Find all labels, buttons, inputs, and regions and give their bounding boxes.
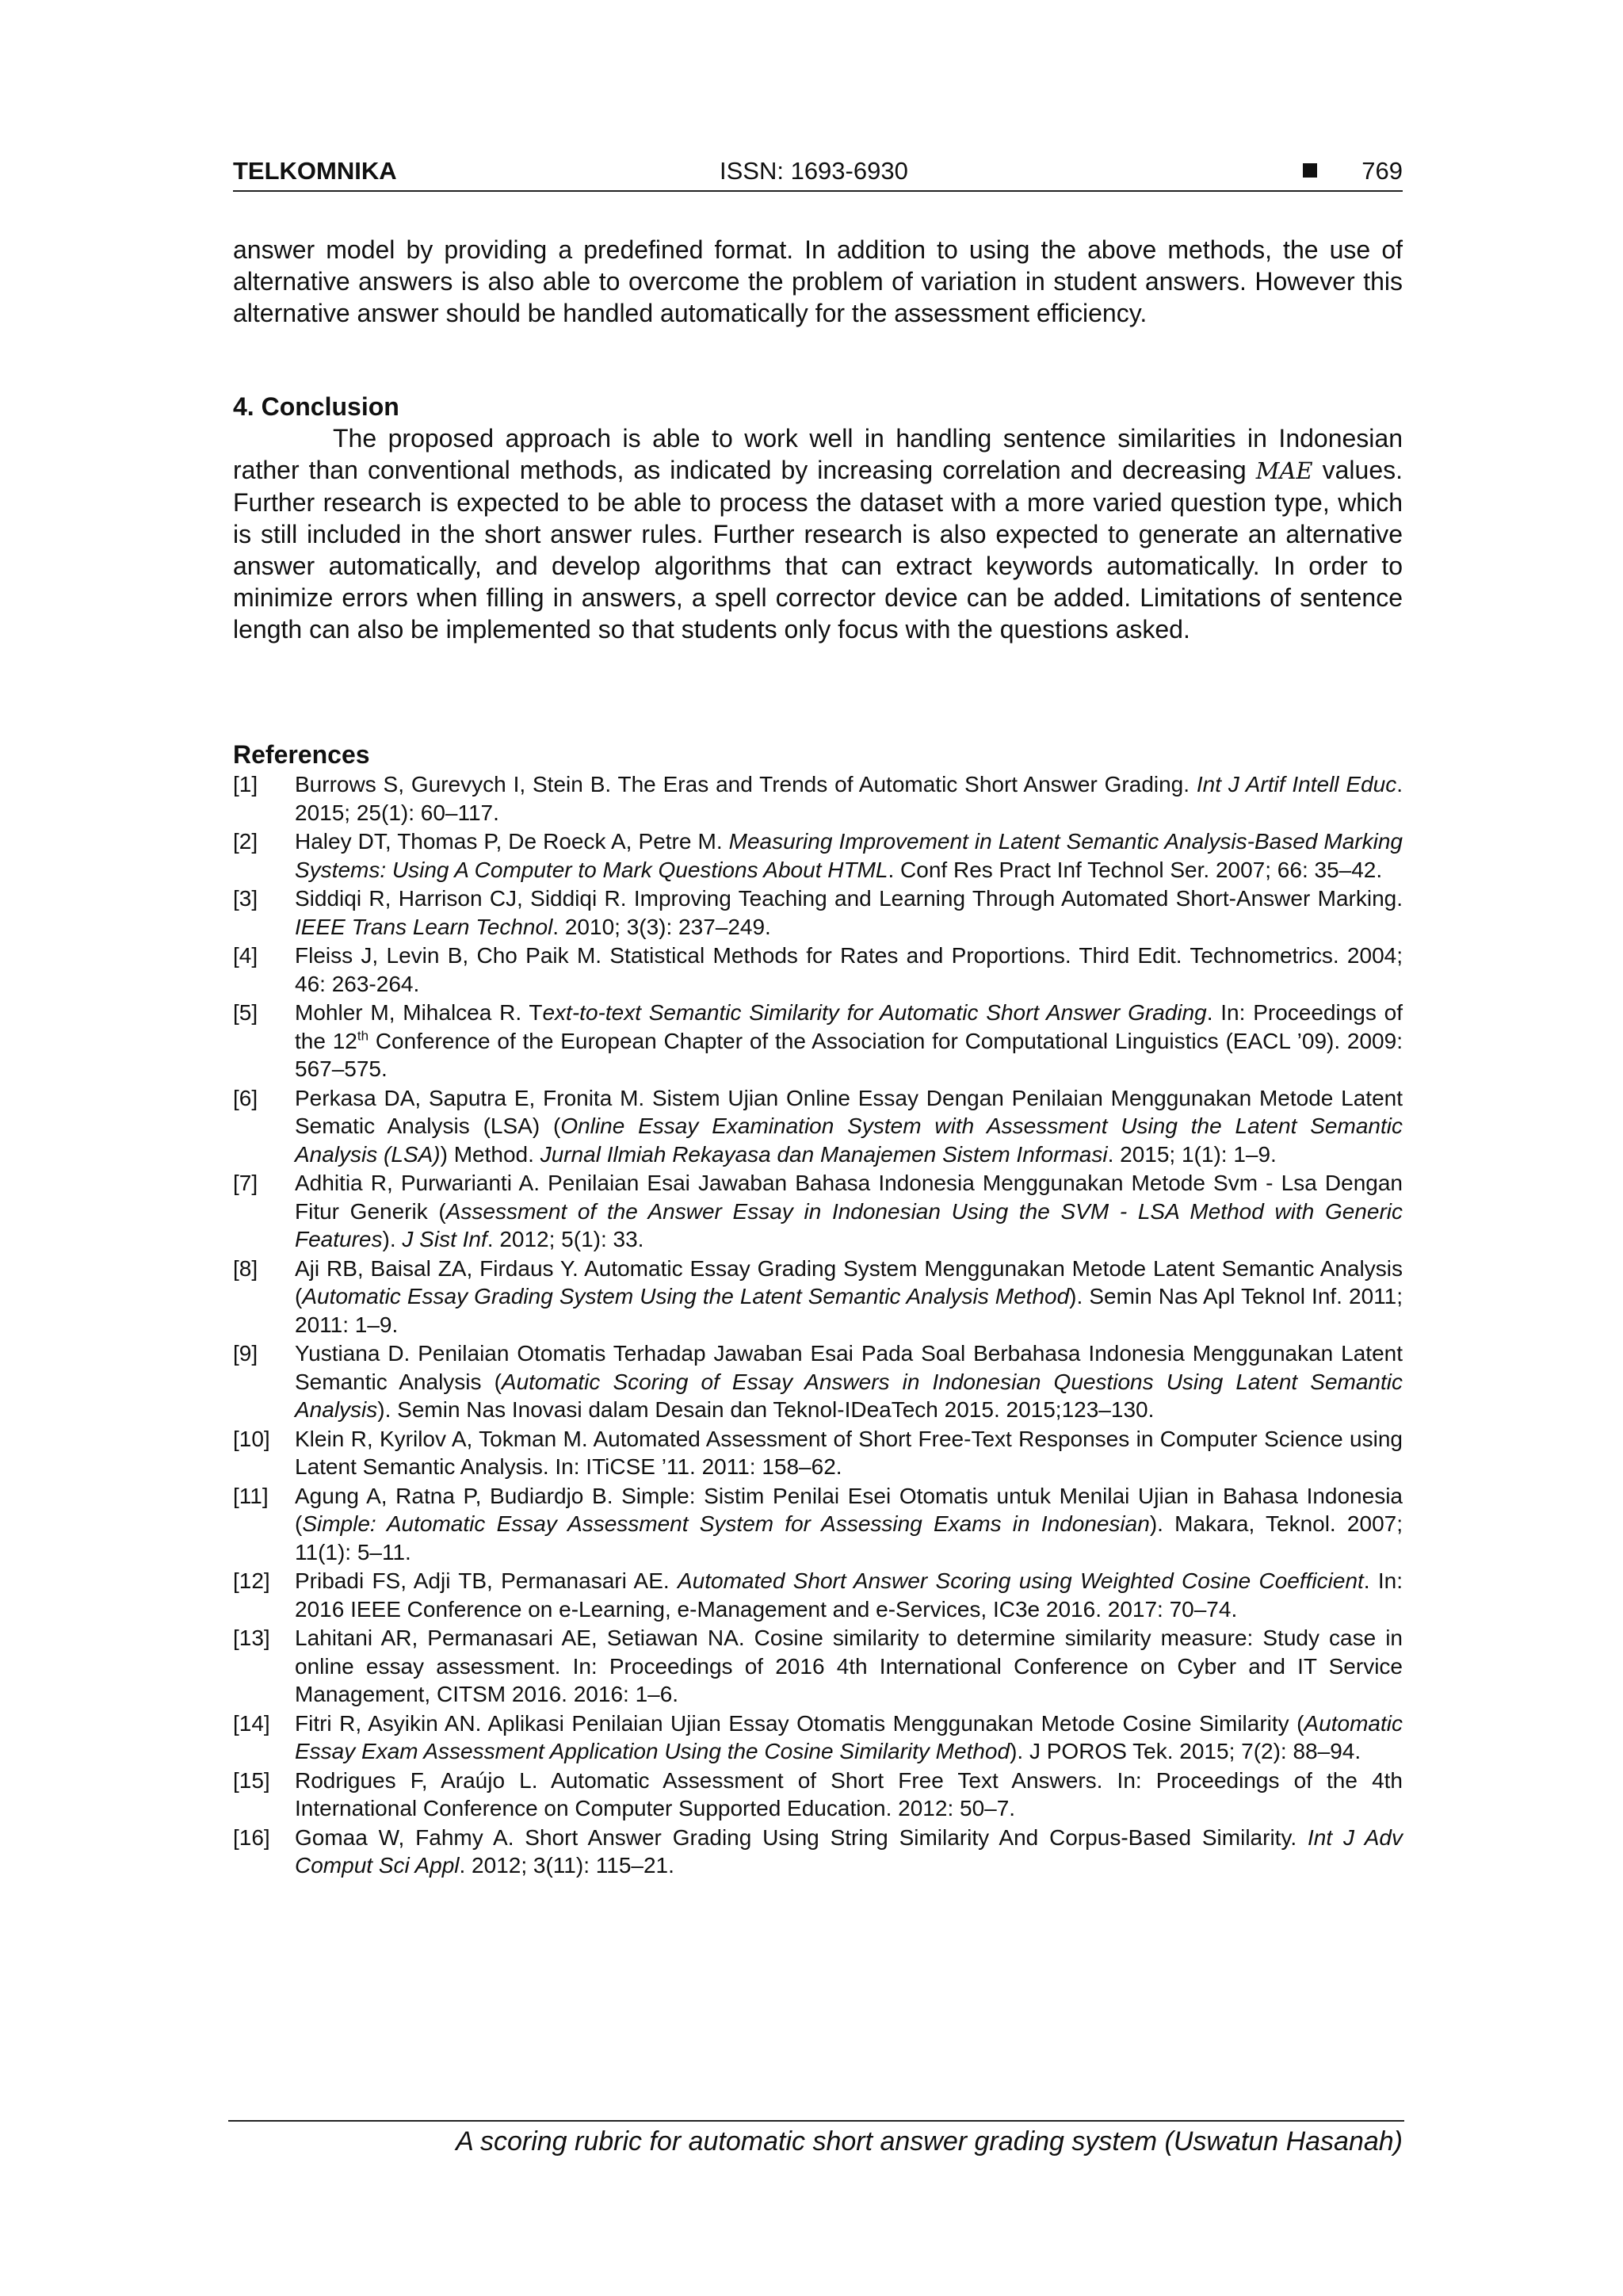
reference-text xyxy=(295,1567,1403,1623)
reference-italic-segment: Simple: Automatic Essay Assessment System for Assessing Exams in Indonesian xyxy=(302,1511,1150,1536)
reference-number: [3] xyxy=(233,886,258,911)
issn: ISSN: 1693-6930 xyxy=(720,157,908,185)
reference-segment: ). Semin Nas Inovasi dalam Desain dan Teknol-IDeaTech 2015. 2015;123–130. xyxy=(377,1397,1155,1422)
reference-number: [12] xyxy=(233,1568,270,1593)
reference-segment: . In: Proceedings of the 12 xyxy=(295,1000,1403,1053)
reference-segment: . 2012; 3(11): 115–21. xyxy=(459,1853,674,1878)
reference-italic-segment: Automatic Essay Grading System Using the Latent Semantic Analysis Method xyxy=(302,1284,1070,1308)
reference-number: [9] xyxy=(233,1341,258,1366)
reference-number: [13] xyxy=(233,1626,270,1650)
reference-text xyxy=(295,1482,1403,1567)
reference-text xyxy=(295,1710,1403,1766)
reference-segment: ). Semin Nas Apl Teknol Inf. 2011; 2011: 1–9. xyxy=(295,1284,1403,1337)
reference-number: [4] xyxy=(233,943,258,968)
reference-italic-segment: Int J Artif Intell Educ xyxy=(1196,772,1397,797)
reference-number: [7] xyxy=(233,1171,258,1195)
reference-segment: Conference of the European Chapter of the Association for Computational Linguistics (EACL ’09). 2009: 567–575. xyxy=(295,1028,1403,1081)
reference-italic-segment: IEEE Trans Learn Technol xyxy=(295,914,553,939)
reference-segment: . 2012; 5(1): 33. xyxy=(487,1227,644,1251)
reference-item xyxy=(233,1624,1403,1709)
reference-item xyxy=(233,827,1403,884)
reference-text xyxy=(295,770,1403,827)
reference-segment: ). Makara, Teknol. 2007; 11(1): 5–11. xyxy=(295,1511,1403,1564)
reference-number: [2] xyxy=(233,829,258,854)
reference-number: [15] xyxy=(233,1767,270,1793)
reference-text xyxy=(295,884,1403,941)
reference-item xyxy=(233,1169,1403,1254)
reference-segment: ). xyxy=(382,1227,403,1251)
reference-text xyxy=(295,1824,1403,1880)
reference-segment: Perkasa DA, Saputra E, Fronita M. Sistem Ujian Online Essay Dengan Penilaian Menggunakan Metode Latent Sematic Analysis (LSA) ( xyxy=(295,1085,1403,1138)
reference-item xyxy=(233,999,1403,1083)
reference-segment: Burrows S, Gurevych I, Stein B. The Eras and Trends of Automatic Short Answer Grading. xyxy=(295,772,1197,797)
reference-item xyxy=(233,1767,1403,1823)
reference-text xyxy=(295,1624,1403,1709)
reference-italic-segment: Int J Adv Comput Sci Appl xyxy=(295,1824,1403,1878)
reference-number: [11] xyxy=(233,1483,269,1508)
intro-paragraph: answer model by providing a predefined format. In addition to using the above methods, the use of alternative answers is also able to overcome the problem of variation in student answers. However this alternative answer should be handled automatically for the assessment efficiency. xyxy=(233,235,1403,327)
reference-item xyxy=(233,1710,1403,1766)
references-heading: References xyxy=(233,740,370,769)
reference-number: [5] xyxy=(233,1000,258,1025)
reference-italic-segment: Automatic Scoring of Essay Answers in Indonesian Questions Using Latent Semantic Analysis xyxy=(295,1369,1403,1422)
reference-italic-segment: J Sist Inf xyxy=(402,1227,487,1251)
page-number: 769 xyxy=(1361,157,1403,185)
reference-italic-segment: Jurnal Ilmiah Rekayasa dan Manajemen Sistem Informasi xyxy=(540,1141,1108,1167)
reference-italic-segment: Online Essay Examination System with Assessment Using the Latent Semantic Analysis (LSA) xyxy=(295,1114,1403,1167)
reference-segment: Lahitani AR, Permanasari AE, Setiawan NA. Cosine similarity to determine similarity measure: Study case in online essay assessment. In: Proceedings of 2016 4th International Conference on Cyber and IT Service Management, CITSM 2016. 2016: 1–6. xyxy=(295,1626,1403,1706)
reference-segment: . 2015; 25(1): 60–117. xyxy=(295,772,1403,825)
reference-item xyxy=(233,1425,1403,1481)
reference-segment: . 2015; 1(1): 1–9. xyxy=(1107,1141,1277,1167)
square-bullet-icon xyxy=(1303,163,1317,178)
reference-number: [10] xyxy=(233,1426,270,1451)
reference-number: [8] xyxy=(233,1255,258,1281)
reference-segment: Adhitia R, Purwarianti A. Penilaian Esai Jawaban Bahasa Indonesia Menggunakan Metode Svm - Lsa Dengan Fitur Generik ( xyxy=(295,1171,1403,1224)
reference-item xyxy=(233,770,1403,827)
reference-segment: Gomaa W, Fahmy A. Short Answer Grading Using String Similarity And Corpus-Based Similarity. xyxy=(295,1824,1308,1850)
reference-item xyxy=(233,1339,1403,1424)
reference-number: [1] xyxy=(233,772,258,797)
reference-item xyxy=(233,884,1403,941)
reference-italic-segment: Automated Short Answer Scoring using Weighted Cosine Coefficient xyxy=(677,1568,1364,1593)
reference-number: [14] xyxy=(233,1710,270,1736)
conclusion-text-before: The proposed approach is able to work well in handling sentence similarities in Indonesian rather than conventional methods, as indicated by increasing correlation and decreasing xyxy=(233,424,1403,484)
reference-italic-segment: Measuring Improvement in Latent Semantic Analysis-Based Marking Systems: Using A Computer to Mark Questions About HTML xyxy=(295,829,1403,882)
reference-segment: Fitri R, Asyikin AN. Aplikasi Penilaian Ujian Essay Otomatis Menggunakan Metode Cosine Similarity ( xyxy=(295,1710,1304,1736)
reference-segment: Haley DT, Thomas P, De Roeck A, Petre M. xyxy=(295,829,729,854)
reference-segment: Mohler M, Mihalcea R. T xyxy=(295,1000,543,1025)
reference-segment: Rodrigues F, Araújo L. Automatic Assessment of Short Free Text Answers. In: Proceedings of the 4th International Conference on Computer Supported Education. 2012: 50–7. xyxy=(295,1767,1403,1820)
reference-text xyxy=(295,942,1403,998)
reference-segment: . In: 2016 IEEE Conference on e-Learning, e-Management and e-Services, IC3e 2016. 2017: 70–74. xyxy=(295,1568,1403,1622)
reference-italic-segment: Automatic Essay Exam Assessment Application Using the Cosine Similarity Method xyxy=(295,1710,1403,1763)
reference-segment: ) Method. xyxy=(440,1141,540,1167)
reference-text xyxy=(295,1767,1403,1823)
reference-segment: ). J POROS Tek. 2015; 7(2): 88–94. xyxy=(1010,1739,1361,1763)
reference-segment: Aji RB, Baisal ZA, Firdaus Y. Automatic Essay Grading System Menggunakan Metode Latent Semantic Analysis ( xyxy=(295,1255,1403,1308)
reference-item xyxy=(233,942,1403,998)
mae-symbol: MAE xyxy=(1255,457,1313,484)
footer-rule xyxy=(228,2120,1404,2122)
reference-segment: th xyxy=(357,1028,369,1044)
reference-segment: Yustiana D. Penilaian Otomatis Terhadap Jawaban Esai Pada Soal Berbahasa Indonesia Menggunakan Latent Semantic Analysis ( xyxy=(295,1341,1403,1394)
reference-item xyxy=(233,1255,1403,1339)
reference-item xyxy=(233,1824,1403,1880)
reference-segment: Siddiqi R, Harrison CJ, Siddiqi R. Improving Teaching and Learning Through Automated Short-Answer Marking. xyxy=(295,886,1403,911)
reference-text xyxy=(295,999,1403,1083)
reference-segment: . Conf Res Pract Inf Technol Ser. 2007; 66: 35–42. xyxy=(888,857,1383,882)
reference-text xyxy=(295,1255,1403,1339)
reference-list xyxy=(233,770,1403,1881)
reference-item xyxy=(233,1482,1403,1567)
reference-text xyxy=(295,1169,1403,1254)
conclusion-paragraph xyxy=(233,422,1403,645)
reference-text xyxy=(295,1425,1403,1481)
reference-text xyxy=(295,827,1403,884)
reference-segment: Agung A, Ratna P, Budiardjo B. Simple: Sistim Penilai Esei Otomatis untuk Menilai Ujian in Bahasa Indonesia ( xyxy=(295,1483,1403,1536)
reference-italic-segment: ext-to-text Semantic Similarity for Automatic Short Answer Grading xyxy=(542,1000,1207,1025)
reference-item xyxy=(233,1084,1403,1169)
reference-italic-segment: Assessment of the Answer Essay in Indonesian Using the SVM - LSA Method with Generic Features xyxy=(295,1198,1403,1251)
reference-segment: Pribadi FS, Adji TB, Permanasari AE. xyxy=(295,1568,678,1593)
journal-name: TELKOMNIKA xyxy=(233,157,397,185)
reference-text xyxy=(295,1339,1403,1424)
conclusion-heading: 4. Conclusion xyxy=(233,392,399,421)
reference-number: [6] xyxy=(233,1085,258,1110)
conclusion-text-after: values. Further research is expected to be able to process the dataset with a more varied question type, which is still included in the short answer rules. Further research is also expected to generate an alternative answer automatically, and develop algorithms that can extract keywords automatically. In order to minimize errors when filling in answers, a spell corrector device can be added. Limitations of sentence length can also be implemented so that students only focus with the questions asked. xyxy=(233,456,1403,644)
reference-text xyxy=(295,1084,1403,1169)
reference-segment: Klein R, Kyrilov A, Tokman M. Automated Assessment of Short Free-Text Responses in Computer Science using Latent Semantic Analysis. In: ITiCSE ’11. 2011: 158–62. xyxy=(295,1426,1403,1479)
reference-segment: Fleiss J, Levin B, Cho Paik M. Statistical Methods for Rates and Proportions. Third Edit. Technometrics. 2004; 46: 263-264. xyxy=(295,943,1403,996)
reference-item xyxy=(233,1567,1403,1623)
reference-segment: . 2010; 3(3): 237–249. xyxy=(552,914,771,939)
running-title: A scoring rubric for automatic short answer grading system (Uswatun Hasanah) xyxy=(456,2126,1403,2157)
reference-number: [16] xyxy=(233,1824,270,1850)
page-header xyxy=(233,155,1403,192)
